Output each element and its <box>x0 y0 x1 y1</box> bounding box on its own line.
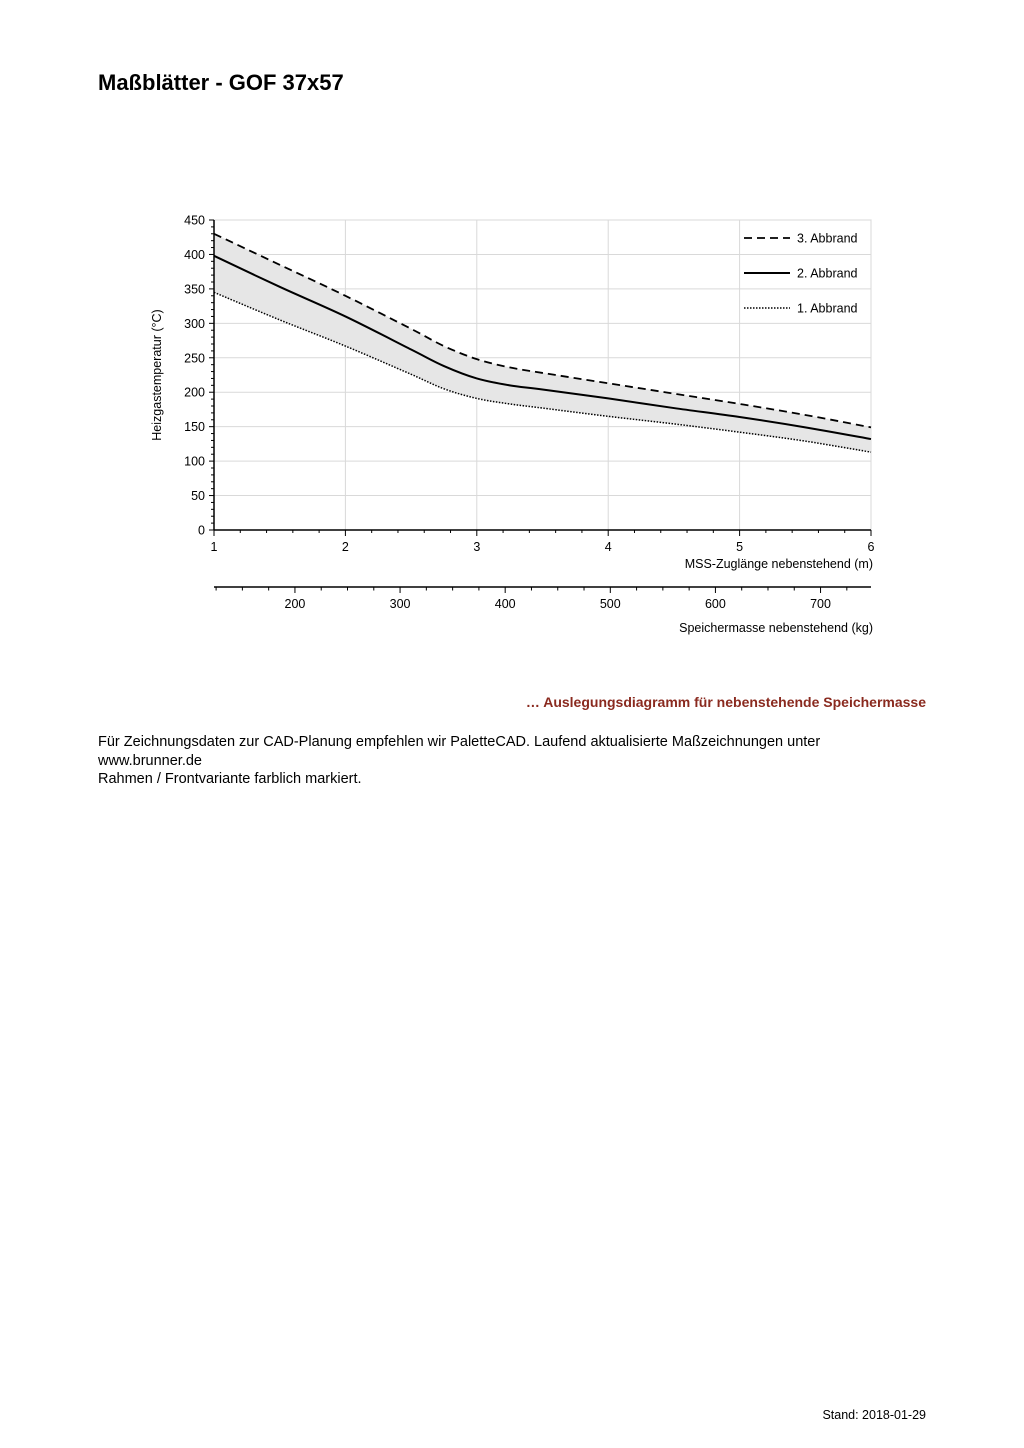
chart-legend <box>744 232 858 316</box>
y-tick-label: 450 <box>184 213 205 228</box>
x-axis-label: MSS-Zuglänge nebenstehend (m) <box>684 557 873 571</box>
page-title: Maßblätter - GOF 37x57 <box>98 70 344 95</box>
y-tick-label: 300 <box>184 316 205 331</box>
x-tick-label: 3 <box>473 540 481 554</box>
secondary-axis-label: Speichermasse nebenstehend (kg) <box>679 621 873 635</box>
x-tick-label: 6 <box>867 540 875 554</box>
abbrand-band <box>214 231 871 452</box>
secondary-tick-label: 700 <box>810 597 831 611</box>
legend-label-1: 3. Abbrand <box>797 231 858 246</box>
legend-label-2: 2. Abbrand <box>797 266 858 281</box>
y-tick-label: 400 <box>184 247 205 262</box>
y-tick-label: 150 <box>184 420 205 435</box>
secondary-axis <box>214 587 873 635</box>
note-line-variant: Rahmen / Frontvariante farblich markiert. <box>98 771 362 787</box>
y-tick-label: 100 <box>184 454 205 469</box>
secondary-tick-label: 600 <box>704 597 726 611</box>
temperature-chart <box>0 0 1024 680</box>
legend-label-3: 1. Abbrand <box>797 301 858 316</box>
secondary-tick-label: 300 <box>389 597 411 611</box>
note-line-cad: Für Zeichnungsdaten zur CAD-Planung empfehlen wir PaletteCAD. Laufend aktualisierte Maßzeichnungen unter <box>98 734 821 750</box>
x-tick-label: 5 <box>736 540 744 554</box>
y-tick-label: 0 <box>198 523 205 538</box>
cad-note <box>98 733 898 789</box>
y-tick-label: 250 <box>184 351 205 366</box>
note-line-website[interactable]: www.brunner.de <box>98 752 202 769</box>
revision-date: Stand: 2018-01-29 <box>822 1408 926 1422</box>
x-tick-label: 4 <box>604 540 612 554</box>
y-tick-label: 350 <box>184 282 205 297</box>
y-axis-label: Heizgastemperatur (°C) <box>150 309 164 441</box>
y-tick-label: 200 <box>184 385 205 400</box>
chart-caption: … Auslegungsdiagramm für nebenstehende Speichermasse <box>525 694 926 710</box>
chart-band <box>214 231 871 452</box>
secondary-tick-label: 200 <box>284 597 306 611</box>
y-tick-label: 50 <box>191 489 205 504</box>
secondary-tick-label: 500 <box>599 597 621 611</box>
secondary-tick-label: 400 <box>494 597 516 611</box>
x-tick-label: 2 <box>341 540 349 554</box>
x-tick-label: 1 <box>210 540 218 554</box>
